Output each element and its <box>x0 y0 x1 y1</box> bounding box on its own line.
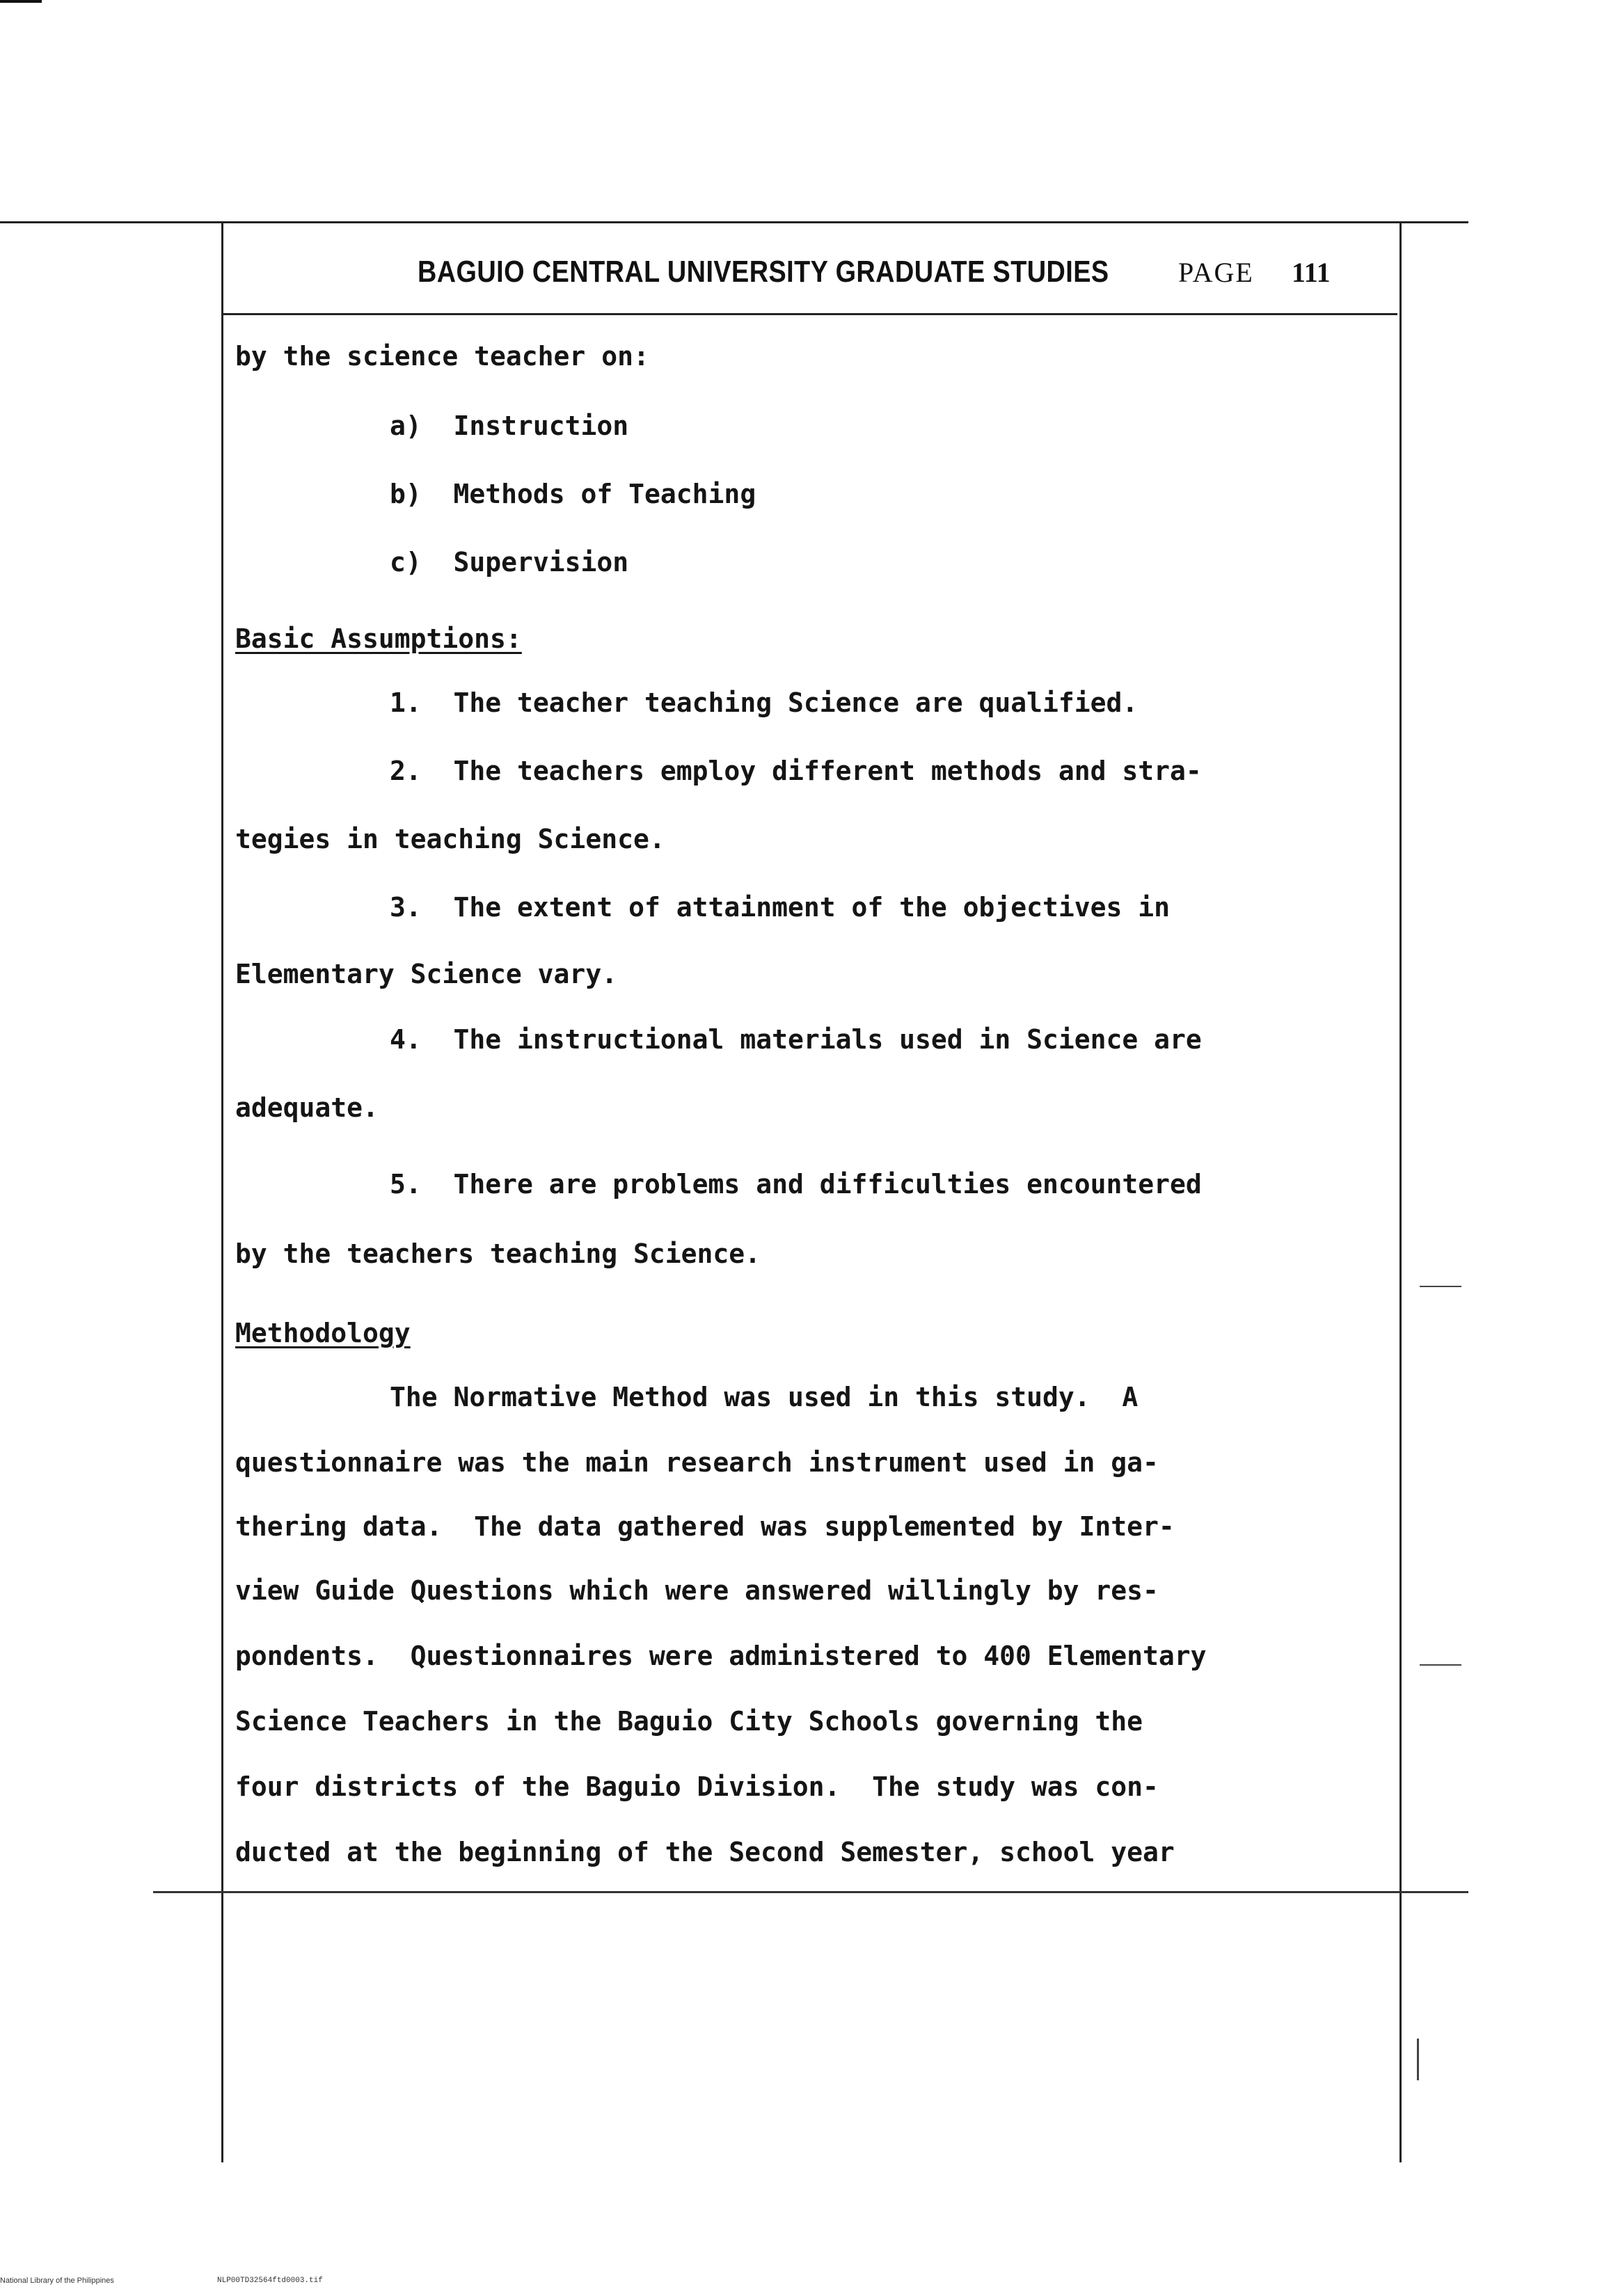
assumption-line: adequate. <box>235 1092 379 1123</box>
page-number: 111 <box>1292 257 1331 288</box>
assumption-line: 4. The instructional materials used in Science are <box>390 1024 1202 1055</box>
bottom-rule <box>153 1891 1468 1893</box>
methodology-line: ducted at the beginning of the Second Semester, school year <box>235 1837 1175 1867</box>
scan-corner-mark <box>0 0 42 3</box>
margin-mark <box>1417 2039 1419 2080</box>
margin-tick <box>1420 1286 1461 1287</box>
assumption-line: 2. The teachers employ different methods and stra- <box>390 756 1202 786</box>
methodology-line: four districts of the Baguio Division. The study was con- <box>235 1771 1159 1802</box>
assumptions-heading: Basic Assumptions: <box>235 623 522 654</box>
methodology-line: view Guide Questions which were answered willingly by res- <box>235 1575 1159 1606</box>
methodology-line: The Normative Method was used in this study. A <box>390 1382 1139 1412</box>
page-header <box>221 230 1397 315</box>
intro-line: by the science teacher on: <box>235 341 649 372</box>
methodology-line: questionnaire was the main research instrument used in ga- <box>235 1447 1159 1478</box>
assumption-line: tegies in teaching Science. <box>235 824 665 854</box>
list-item-c: c) Supervision <box>390 547 629 577</box>
assumption-line: 1. The teacher teaching Science are qualified. <box>390 687 1139 718</box>
assumption-line: 3. The extent of attainment of the objectives in <box>390 892 1171 923</box>
page-label: PAGE <box>1178 257 1254 288</box>
methodology-line: pondents. Questionnaires were administered to 400 Elementary <box>235 1641 1207 1671</box>
footer-source: National Library of the Philippines <box>0 2277 114 2285</box>
list-item-a: a) Instruction <box>390 410 629 441</box>
assumption-line: by the teachers teaching Science. <box>235 1238 761 1269</box>
methodology-line: Science Teachers in the Baguio City Schools governing the <box>235 1706 1143 1737</box>
methodology-heading: Methodology <box>235 1318 411 1348</box>
footer-filename: NLP00TD32564ftd0003.tif <box>217 2277 323 2285</box>
margin-tick <box>1420 1664 1461 1666</box>
methodology-line: thering data. The data gathered was supplemented by Inter- <box>235 1511 1175 1542</box>
list-item-b: b) Methods of Teaching <box>390 479 756 509</box>
assumption-line: Elementary Science vary. <box>235 959 618 989</box>
assumption-line: 5. There are problems and difficulties encountered <box>390 1169 1202 1199</box>
header-title: BAGUIO CENTRAL UNIVERSITY GRADUATE STUDIES <box>418 255 1109 289</box>
